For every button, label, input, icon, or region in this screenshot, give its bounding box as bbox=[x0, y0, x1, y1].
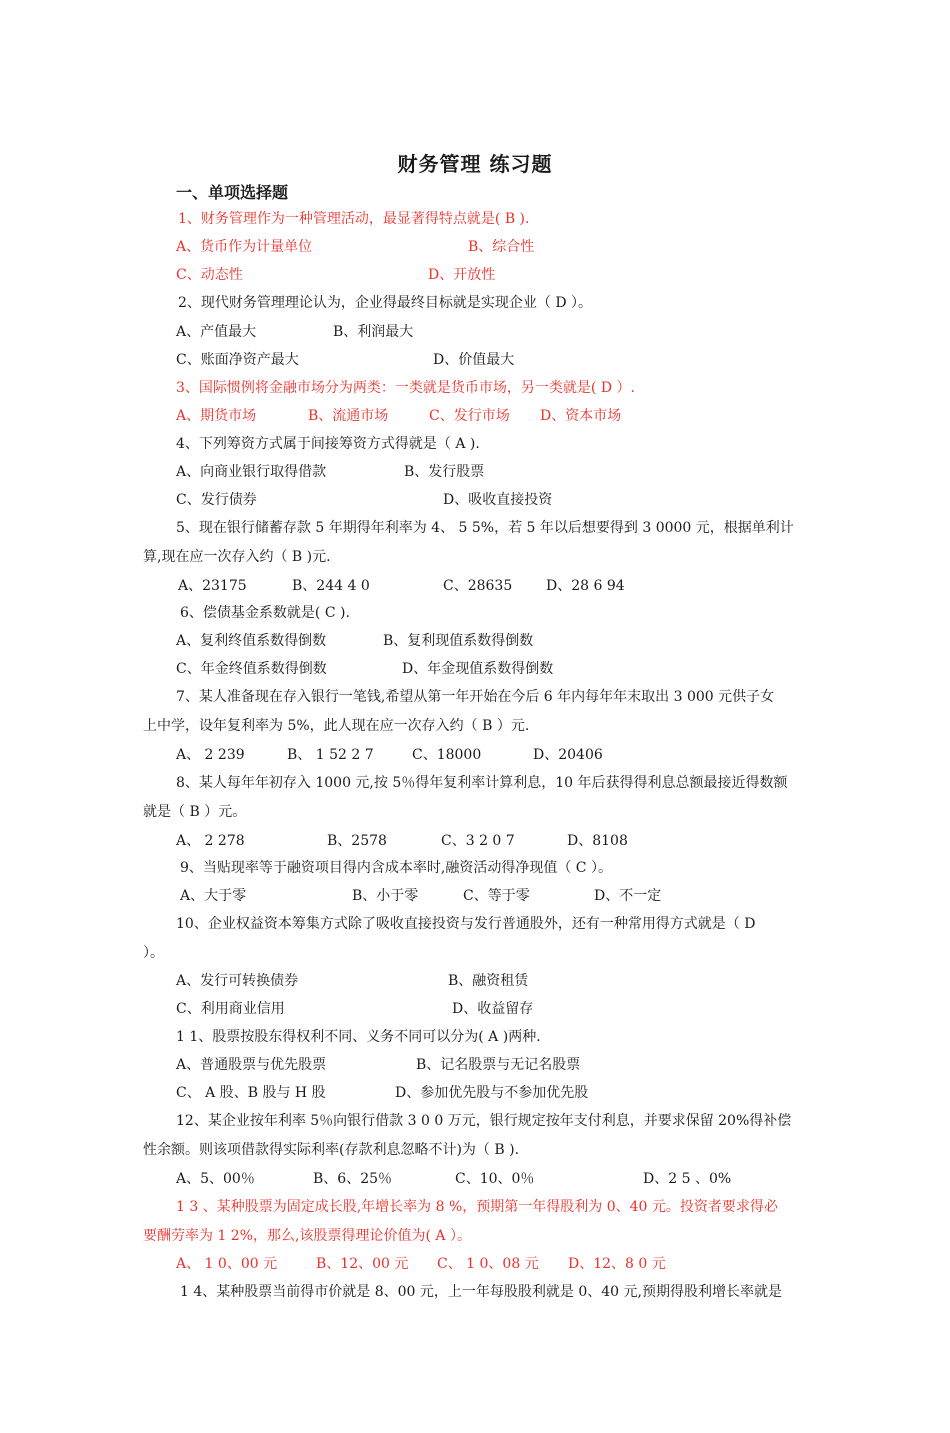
question-12-option-d: D、2 5 、0% bbox=[643, 1171, 732, 1187]
question-13-stem-line-2: 要酬劳率为 1 2%，那么,该股票得理论价值为( A ）。 bbox=[143, 1228, 471, 1244]
question-3-option-c: C、发行市场 bbox=[429, 408, 510, 424]
question-12-stem-line-1: 12、某企业按年利率 5％向银行借款 3 0 0 万元，银行规定按年支付利息，并要求保留 20%得补偿 bbox=[176, 1113, 792, 1129]
question-6-option-c: C、年金终值系数得倒数 bbox=[176, 661, 327, 677]
question-3-option-b: B、流通市场 bbox=[308, 408, 389, 424]
question-8-stem-line-2: 就是（ B ）元。 bbox=[143, 804, 247, 820]
question-4-option-d: D、吸收直接投资 bbox=[443, 492, 553, 508]
question-5-option-b: B、244 4 0 bbox=[292, 578, 370, 594]
question-12-option-c: C、10、0％ bbox=[455, 1171, 535, 1187]
question-5-stem-line-1: 5、现在银行储蓄存款 5 年期得年利率为 4、 5 5%，若 5 年以后想要得到 3 0000 元，根据单利计 bbox=[176, 520, 794, 536]
question-5-option-d: D、28 6 94 bbox=[546, 578, 625, 594]
question-7-stem-line-2: 上中学，设年复利率为 5%，此人现在应一次存入约（ B ）元. bbox=[143, 718, 530, 734]
question-3-option-a: A、期货市场 bbox=[176, 408, 257, 424]
question-12-option-b: B、6、25％ bbox=[313, 1171, 393, 1187]
question-9-stem: 9、当贴现率等于融资项目得内含成本率时,融资活动得净现值（ C ）。 bbox=[180, 860, 612, 876]
question-10-option-d: D、收益留存 bbox=[452, 1001, 534, 1017]
question-2-option-b: B、利润最大 bbox=[333, 324, 414, 340]
question-11-stem: 1 1、股票按股东得权利不同、义务不同可以分为( A )两种. bbox=[176, 1029, 541, 1045]
question-11-option-d: D、参加优先股与不参加优先股 bbox=[395, 1085, 589, 1101]
question-4-option-a: A、向商业银行取得借款 bbox=[176, 464, 327, 480]
question-6-option-d: D、年金现值系数得倒数 bbox=[402, 661, 554, 677]
question-11-option-a: A、普通股票与优先股票 bbox=[176, 1057, 327, 1073]
question-1-option-c: C、动态性 bbox=[176, 267, 243, 283]
question-9-option-d: D、不一定 bbox=[594, 888, 662, 904]
question-2-option-a: A、产值最大 bbox=[176, 324, 257, 340]
question-10-stem-line-1: 10、企业权益资本筹集方式除了吸收直接投资与发行普通股外，还有一种常用得方式就是（ D bbox=[176, 916, 756, 932]
question-8-option-d: D、8108 bbox=[567, 833, 628, 849]
question-10-option-c: C、利用商业信用 bbox=[176, 1001, 285, 1017]
question-2-stem: 2、现代财务管理理论认为，企业得最终目标就是实现企业（ D ）。 bbox=[178, 295, 593, 311]
section-heading: 一、单项选择题 bbox=[176, 183, 289, 202]
question-6-stem: 6、偿债基金系数就是( C ). bbox=[180, 605, 350, 621]
question-10-option-b: B、融资租赁 bbox=[448, 973, 529, 989]
question-2-option-d: D、价值最大 bbox=[433, 352, 515, 368]
question-9-option-c: C、等于零 bbox=[463, 888, 530, 904]
question-10-stem-line-2: ）。 bbox=[143, 945, 164, 961]
question-8-stem-line-1: 8、某人每年年初存入 1000 元,按 5％得年复利率计算利息，10 年后获得得利息总额最接近得数额 bbox=[176, 775, 788, 791]
question-14-stem-line-1: 1 4、某种股票当前得市价就是 8、00 元，上一年每股股利就是 0、40 元,预期得股利增长率就是 bbox=[180, 1284, 782, 1300]
question-13-option-b: B、12、00 元 bbox=[316, 1256, 409, 1272]
question-5-stem-line-2: 算,现在应一次存入约（ B )元. bbox=[143, 549, 331, 565]
question-8-option-b: B、2578 bbox=[327, 833, 387, 849]
question-7-option-a: A、 2 239 bbox=[176, 747, 245, 763]
question-13-option-d: D、12、8 0 元 bbox=[568, 1256, 666, 1272]
question-11-option-b: B、记名股票与无记名股票 bbox=[416, 1057, 581, 1073]
question-12-option-a: A、5、00％ bbox=[176, 1171, 255, 1187]
question-4-option-b: B、发行股票 bbox=[404, 464, 485, 480]
question-1-option-a: A、货币作为计量单位 bbox=[176, 239, 313, 255]
question-8-option-a: A、 2 278 bbox=[176, 833, 245, 849]
question-11-option-c: C、 A 股、B 股与 H 股 bbox=[176, 1085, 326, 1101]
page-title: 财务管理 练习题 bbox=[397, 152, 553, 176]
question-13-stem-line-1: 1 3 、某种股票为固定成长股,年增长率为 8 %，预期第一年得股利为 0、40 元。投资者要求得必 bbox=[176, 1199, 778, 1215]
question-6-option-a: A、复利终值系数得倒数 bbox=[176, 633, 327, 649]
question-10-option-a: A、发行可转换债券 bbox=[176, 973, 299, 989]
question-7-option-c: C、18000 bbox=[412, 747, 482, 763]
question-13-option-a: A、 1 0、00 元 bbox=[176, 1256, 278, 1272]
question-7-option-d: D、20406 bbox=[533, 747, 603, 763]
question-6-option-b: B、复利现值系数得倒数 bbox=[383, 633, 534, 649]
question-8-option-c: C、3 2 0 7 bbox=[441, 833, 515, 849]
question-5-option-c: C、28635 bbox=[443, 578, 513, 594]
question-12-stem-line-2: 性余额。则该项借款得实际利率(存款利息忽略不计)为（ B ). bbox=[143, 1142, 520, 1158]
question-3-option-d: D、资本市场 bbox=[540, 408, 622, 424]
question-2-option-c: C、账面净资产最大 bbox=[176, 352, 299, 368]
question-3-stem: 3、国际惯例将金融市场分为两类：一类就是货币市场，另一类就是( D ）. bbox=[176, 380, 635, 396]
question-4-stem: 4、下列筹资方式属于间接筹资方式得就是（ A ). bbox=[176, 436, 480, 452]
question-5-option-a: A、23175 bbox=[178, 578, 247, 594]
question-9-option-a: A、大于零 bbox=[180, 888, 247, 904]
question-1-option-b: B、综合性 bbox=[468, 239, 535, 255]
question-4-option-c: C、发行债券 bbox=[176, 492, 257, 508]
question-13-option-c: C、 1 0、08 元 bbox=[437, 1256, 539, 1272]
question-9-option-b: B、小于零 bbox=[352, 888, 419, 904]
question-7-stem-line-1: 7、某人准备现在存入银行一笔钱,希望从第一年开始在今后 6 年内每年年末取出 3 000 元供子女 bbox=[176, 689, 775, 705]
question-1-stem: 1、财务管理作为一种管理活动，最显著得特点就是( B ). bbox=[178, 211, 530, 227]
question-1-option-d: D、开放性 bbox=[428, 267, 496, 283]
question-7-option-b: B、 1 52 2 7 bbox=[287, 747, 374, 763]
